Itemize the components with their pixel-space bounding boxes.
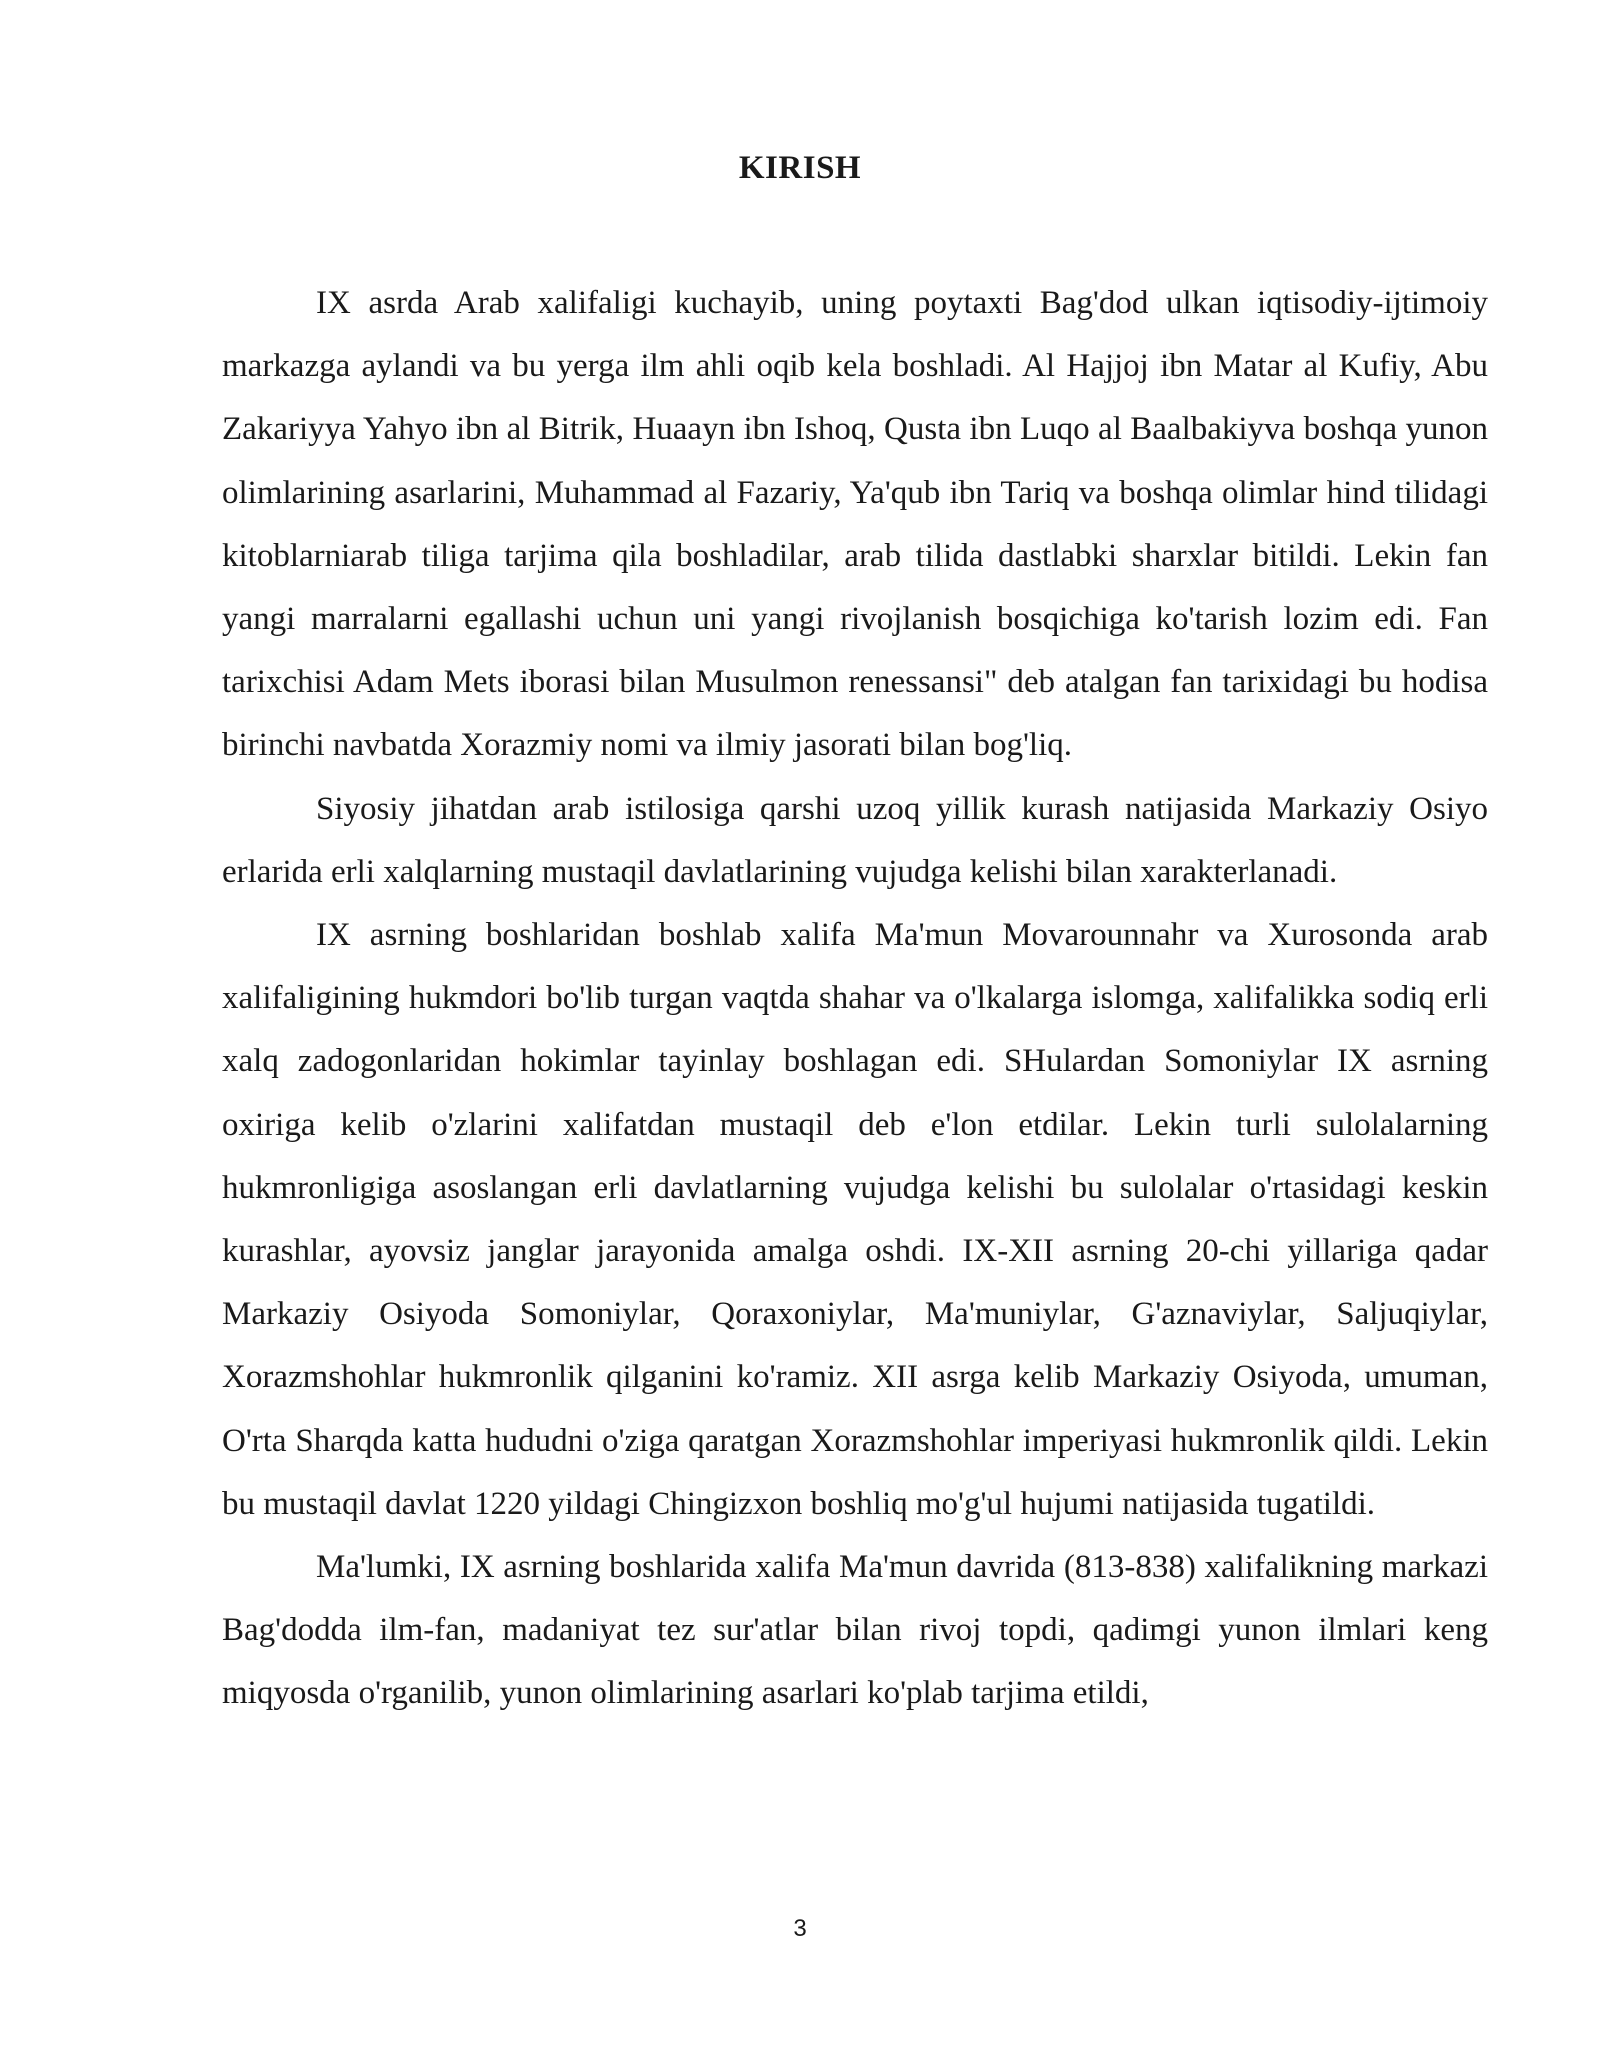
page-number: 3 — [793, 1915, 807, 1942]
paragraph-1: IX asrda Arab xalifaligi kuchayib, uning poytaxti Bag'dod ulkan iqtisodiy-ijtimoiy markazga aylandi va bu yerga ilm ahli oqib kela boshladi. Al Hajjoj ibn Matar al Kufiy, Abu Zakariyya Yahyo ibn al Bitrik, Huaayn ibn Ishoq, Qusta ibn Luqo al Baalbakiyva boshqa yunon olimlarining asarlarini, Muhammad al Fazariy, Ya'qub ibn Tariq va boshqa olimlar hind tilidagi kitoblarniarab tiliga tarjima qila boshladilar, arab tilida dastlabki sharxlar bitildi. Lekin fan yangi marralarni egallashi uchun uni yangi rivojlanish bosqichiga ko'tarish lozim edi. Fan tarixchisi Adam Mets iborasi bilan Musulmon renessansi" deb atalgan fan tarixidagi bu hodisa birinchi navbatda Xorazmiy nomi va ilmiy jasorati bilan bog'liq. — [222, 285, 1488, 764]
paragraph-3: IX asrning boshlaridan boshlab xalifa Ma'mun Movarounnahr va Xurosonda arab xalifaligining hukmdori bo'lib turgan vaqtda shahar va o'lkalarga islomga, xalifalikka sodiq erli xalq zadogonlaridan hokimlar tayinlay boshlagan edi. SHulardan Somoniylar IX asrning oxiriga kelib o'zlarini xalifatdan mustaqil deb e'lon etdilar. Lekin turli sulolalarning hukmronligiga asoslangan erli davlatlarning vujudga kelishi bu sulolalar o'rtasidagi keskin kurashlar, ayovsiz janglar jarayonida amalga oshdi. IX-XII asrning 20-chi yillariga qadar Markaziy Osiyoda Somoniylar, Qoraxoniylar, Ma'muniylar, G'aznaviylar, Saljuqiylar, Xorazmshohlar hukmronlik qilganini ko'ramiz. XII asrga kelib Markaziy Osiyoda, umuman, O'rta Sharqda katta hududni o'ziga qaratgan Xorazmshohlar imperiyasi hukmronlik qildi. Lekin bu mustaqil davlat 1220 yildagi Chingizxon boshliq mo'g'ul hujumi natijasida tugatildi. — [222, 917, 1488, 1522]
page-title: KIRISH — [738, 150, 862, 186]
paragraph-2: Siyosiy jihatdan arab istilosiga qarshi uzoq yillik kurash natijasida Markaziy Osiyo erlarida erli xalqlarning mustaqil davlatlarining vujudga kelishi bilan xarakterlanadi. — [222, 790, 1488, 890]
paragraph-4: Ma'lumki, IX asrning boshlarida xalifa Ma'mun davrida (813-838) xalifalikning markazi Bag'dodda ilm-fan, madaniyat tez sur'atlar bilan rivoj topdi, qadimgi yunon ilmlari keng miqyosda o'rganilib, yunon olimlarining asarlari ko'plab tarjima etildi, — [222, 1549, 1488, 1712]
body-text — [222, 272, 1488, 1726]
